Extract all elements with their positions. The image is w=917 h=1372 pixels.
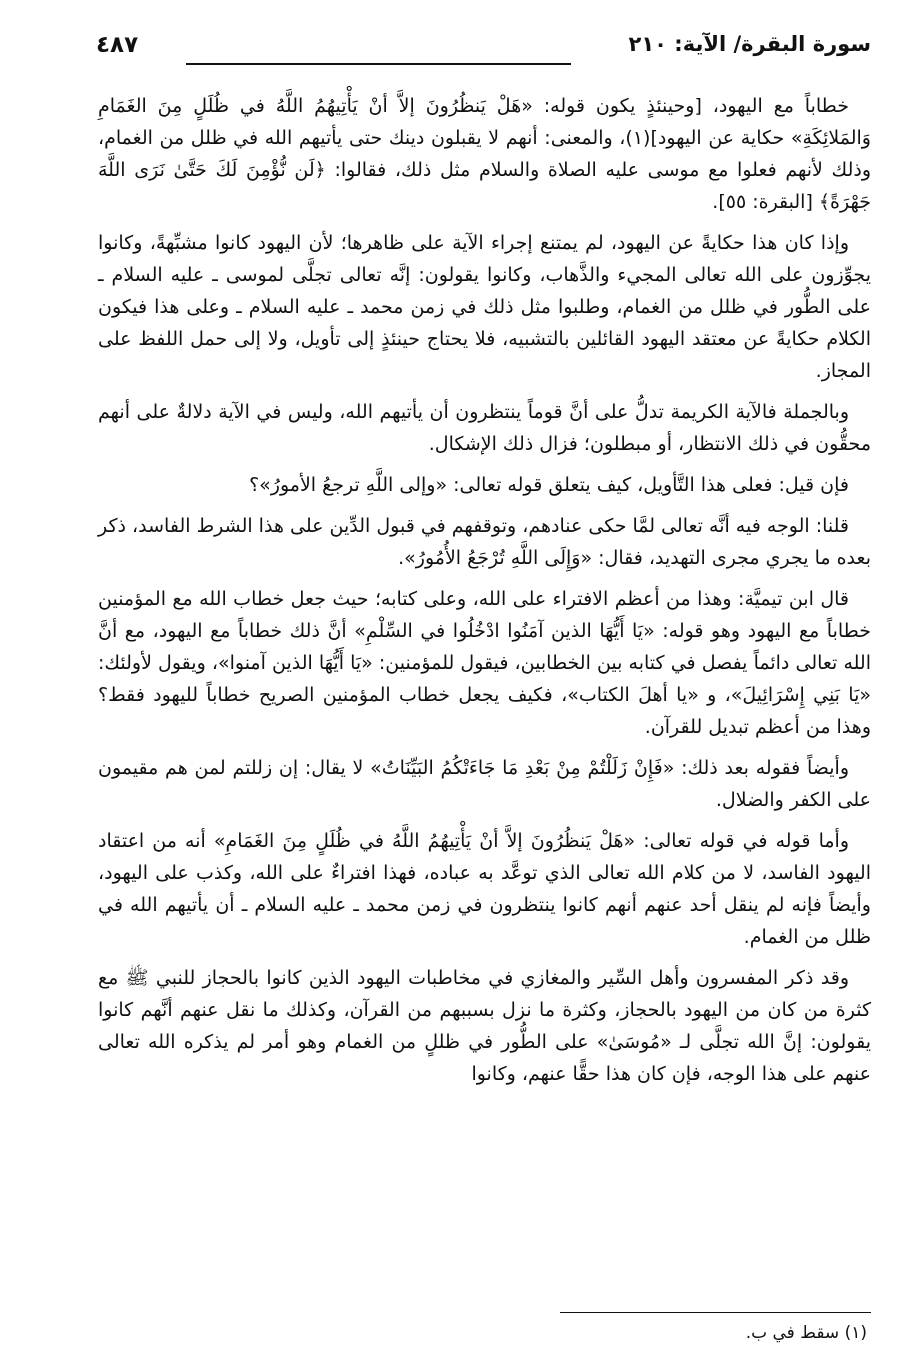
- paragraph: وأما قوله في قوله تعالى: «هَلْ يَنظُرُونَ إلاَّ أنْ يَأْتِيهُمُ اللَّهُ في ظُلَلٍ مِنَ الغَمَامِ» أنه من اعتقاد اليهود الفاسد، لا من كلام الله تعالى الذي توعَّد به عباده، فهذا افتراءٌ على الله، وكذب على اليهود، وأيضاً فإنه لم ينقل أحد عنهم أنهم كانوا ينتظرون في زمن محمد ـ عليه السلام ـ أن يأتيهم الله في ظلل من الغمام.: [98, 830, 871, 948]
- footnote: (١) سقط في ب.: [745, 1323, 867, 1343]
- page-number: ٤٨٧: [96, 32, 139, 58]
- paragraph: وقد ذكر المفسرون وأهل السِّير والمغازي في مخاطبات اليهود الذين كانوا بالحجاز للنبي ﷺ مع كثرة من كان من اليهود بالحجاز، وكثرة ما نزل بسببهم من القرآن، وكذلك ما نقل عنهم أنَّهم كانوا يقولون: إنَّ الله تجلَّى لـ «مُوسَىٰ» على الطُّور في ظللٍ من الغمام وهو أمر لم يذكره الله تعالى عنهم على هذا الوجه، فإن كان هذا حقًّا عنهم، وكانوا: [98, 967, 871, 1085]
- paragraph: وإذا كان هذا حكايةً عن اليهود، لم يمتنع إجراء الآية على ظاهرها؛ لأن اليهود كانوا مشبِّهةً، وكانوا يجوِّزون على الله تعالى المجيء والذَّهاب، وكانوا يقولون: إنَّه تعالى تجلَّى لموسى ـ عليه السلام ـ على الطُّور في ظلل من الغمام، وطلبوا مثل ذلك في زمن محمد ـ عليه السلام ـ وعلى هذا فيكون الكلام حكايةً عن معتقد اليهود القائلين بالتشبيه، فلا يحتاج حينئذٍ إلى تأويل، ولا إلى حمل اللفظ على المجاز.: [98, 232, 871, 382]
- page-body: [98, 90, 871, 1099]
- header-rule: [186, 63, 571, 65]
- paragraph: فإن قيل: فعلى هذا التَّأويل، كيف يتعلق قوله تعالى: «وإلى اللَّهِ ترجعُ الأمورُ»؟: [249, 474, 849, 496]
- page-header: [96, 28, 871, 72]
- paragraph: قال ابن تيميَّة: وهذا من أعظم الافتراء على الله، وعلى كتابه؛ حيث جعل خطاب الله مع المؤمنين خطاباً مع اليهود وهو قوله: «يَا أَيُّهَا الذين آمَنُوا ادْخُلُوا في السِّلْمِ» أنَّ ذلك خطاباً مع اليهود، مع أنَّ الله تعالى دائماً يفصل في كتابه بين الخطابين، فيقول للمؤمنين: «يَا أَيُّهَا الذين آمنوا»، ويقول لأولئك: «يَا بَنِي إِسْرَائِيلَ»، و «يا أهلَ الكتاب»، فكيف يجعل خطاب المؤمنين الصريح خطاباً لليهود فقط؟ وهذا من أعظم تبديل للقرآن.: [98, 588, 871, 738]
- paragraph: وبالجملة فالآية الكريمة تدلُّ على أنَّ قوماً ينتظرون أن يأتيهم الله، وليس في الآية دلالةٌ على أنهم محقُّون في ذلك الانتظار، أو مبطلون؛ فزال ذلك الإشكال.: [98, 401, 871, 455]
- paragraph: خطاباً مع اليهود، [وحينئذٍ يكون قوله: «هَلْ يَنظُرُونَ إلاَّ أنْ يَأْتِيهُمُ اللَّهُ في ظُلَلٍ مِنَ الغَمَامِ وَالمَلائِكَةِ» حكاية عن اليهود](١)، والمعنى: أنهم لا يقبلون دينك حتى يأتيهم الله في ظلل من الغمام، وذلك لأنهم فعلوا مع موسى عليه الصلاة والسلام مثل ذلك، فقالوا: ﴿لَن نُّؤْمِنَ لَكَ حَتَّىٰ نَرَى اللَّهَ جَهْرَةً﴾ [البقرة: ٥٥].: [98, 95, 871, 213]
- running-title: سورة البقرة/ الآية: ٢١٠: [628, 32, 871, 56]
- paragraph: وأيضاً فقوله بعد ذلك: «فَإِنْ زَلَلْتُمْ مِنْ بَعْدِ مَا جَاءَتْكُمُ البَيِّنَاتُ» لا يقال: إن زللتم لمن هم مقيمون على الكفر والضلال.: [98, 757, 871, 811]
- paragraph: قلنا: الوجه فيه أنَّه تعالى لمَّا حكى عنادهم، وتوقفهم في قبول الدِّين على هذا الشرط الفاسد، ذكر بعده ما يجري مجرى التهديد، فقال: «وَإِلَى اللَّهِ تُرْجَعُ الأُمُورُ».: [98, 515, 871, 569]
- footnote-separator: [560, 1312, 871, 1313]
